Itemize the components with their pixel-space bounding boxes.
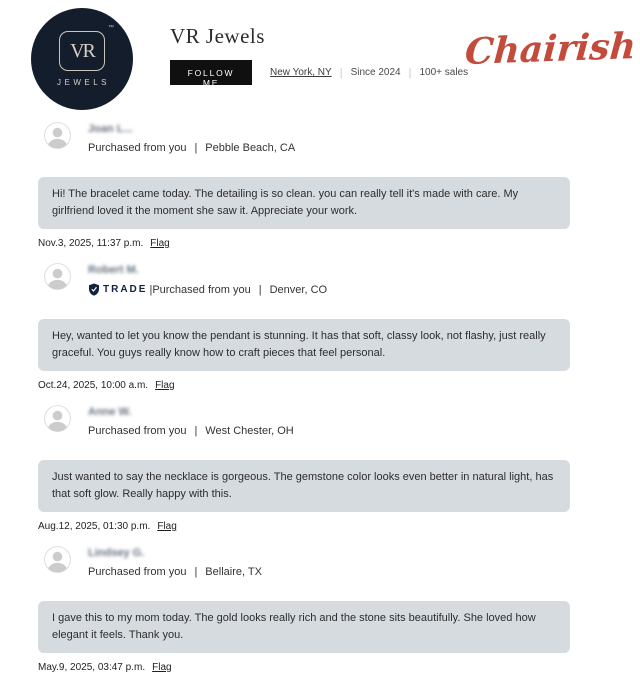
review-dateline: [38, 380, 570, 391]
store-logo-monogram: VR: [70, 39, 94, 62]
purchased-label: Purchased from you: [88, 425, 187, 437]
reviewer-meta: [88, 142, 295, 154]
review-text: I gave this to my mom today. The gold looks really rich and the stone sits beautifully. She loved how elegant it feels. Thank you.: [38, 601, 570, 653]
meta-separator: |: [258, 283, 262, 296]
review-date: Nov.3, 2025, 11:37 p.m.: [38, 238, 144, 249]
store-info: [170, 24, 469, 88]
store-since: Since 2024: [350, 67, 401, 78]
review-item: [38, 122, 570, 249]
meta-separator: |: [194, 142, 198, 154]
flag-link[interactable]: Flag: [157, 521, 177, 532]
store-meta: [270, 67, 468, 79]
reviewer-meta: [88, 566, 262, 578]
review-list: [0, 118, 570, 673]
avatar-icon: [44, 405, 71, 432]
purchased-label: Purchased from you: [152, 283, 251, 296]
review-header: [38, 405, 570, 437]
flag-link[interactable]: Flag: [150, 238, 170, 249]
review-text: Hi! The bracelet came today. The detailing is so clean. you can really tell it's made with care. My girlfriend loved it the moment she saw it. Appreciate your work.: [38, 177, 570, 229]
reviewer-meta: [88, 283, 327, 296]
review-dateline: [38, 521, 570, 532]
reviewer-meta: [88, 425, 294, 437]
reviewer-location: Pebble Beach, CA: [205, 142, 296, 154]
reviewer-location: Bellaire, TX: [205, 566, 262, 578]
review-header: [38, 122, 570, 154]
reviewer-location: Denver, CO: [269, 283, 328, 296]
review-text: Just wanted to say the necklace is gorgeous. The gemstone color looks even better in natural light, has that soft glow. Really happy with this.: [38, 460, 570, 512]
follow-button[interactable]: FOLLOW ME: [170, 60, 252, 85]
review-item: [38, 546, 570, 673]
review-date: May.9, 2025, 03:47 p.m.: [38, 662, 146, 673]
review-item: [38, 263, 570, 391]
store-logo-frame: [59, 25, 114, 71]
flag-link[interactable]: Flag: [155, 380, 175, 391]
profile-header: [0, 0, 640, 118]
review-item: [38, 405, 570, 532]
meta-separator: |: [339, 66, 343, 79]
review-header: [38, 263, 570, 296]
store-logo-wordmark: JEWELS: [56, 78, 110, 87]
trade-badge: [88, 283, 147, 296]
flag-link[interactable]: Flag: [152, 662, 172, 673]
store-name: VR Jewels: [170, 24, 265, 48]
review-dateline: [38, 238, 570, 249]
meta-separator: |: [408, 66, 412, 79]
trade-label: TRADE: [103, 284, 148, 295]
meta-separator: |: [149, 283, 153, 296]
chairish-logo[interactable]: Chairish: [463, 24, 638, 74]
review-dateline: [38, 662, 570, 673]
review-date: Oct.24, 2025, 10:00 a.m.: [38, 380, 149, 391]
review-header: [38, 546, 570, 578]
meta-separator: |: [194, 566, 198, 578]
avatar-icon: [44, 122, 71, 149]
reviewer-location: West Chester, OH: [205, 425, 294, 437]
reviewer-name: Joan L...: [88, 123, 133, 135]
trade-shield-icon: [88, 283, 100, 296]
store-logo: [31, 8, 133, 110]
trademark-symbol: ™: [108, 25, 114, 31]
review-text: Hey, wanted to let you know the pendant is stunning. It has that soft, classy look, not flashy, just really graceful. You guys really know how to craft pieces that feel personal.: [38, 319, 570, 371]
store-location-link[interactable]: New York, NY: [270, 67, 332, 78]
reviewer-name: Robert M.: [88, 264, 139, 276]
meta-separator: |: [194, 425, 198, 437]
reviewer-name: Anne W.: [88, 406, 132, 418]
avatar-icon: [44, 263, 71, 290]
store-sales-count: 100+ sales: [419, 67, 469, 78]
reviewer-name: Lindsey G.: [88, 547, 145, 559]
avatar-icon: [44, 546, 71, 573]
purchased-label: Purchased from you: [88, 142, 187, 154]
review-date: Aug.12, 2025, 01:30 p.m.: [38, 521, 151, 532]
purchased-label: Purchased from you: [88, 566, 187, 578]
